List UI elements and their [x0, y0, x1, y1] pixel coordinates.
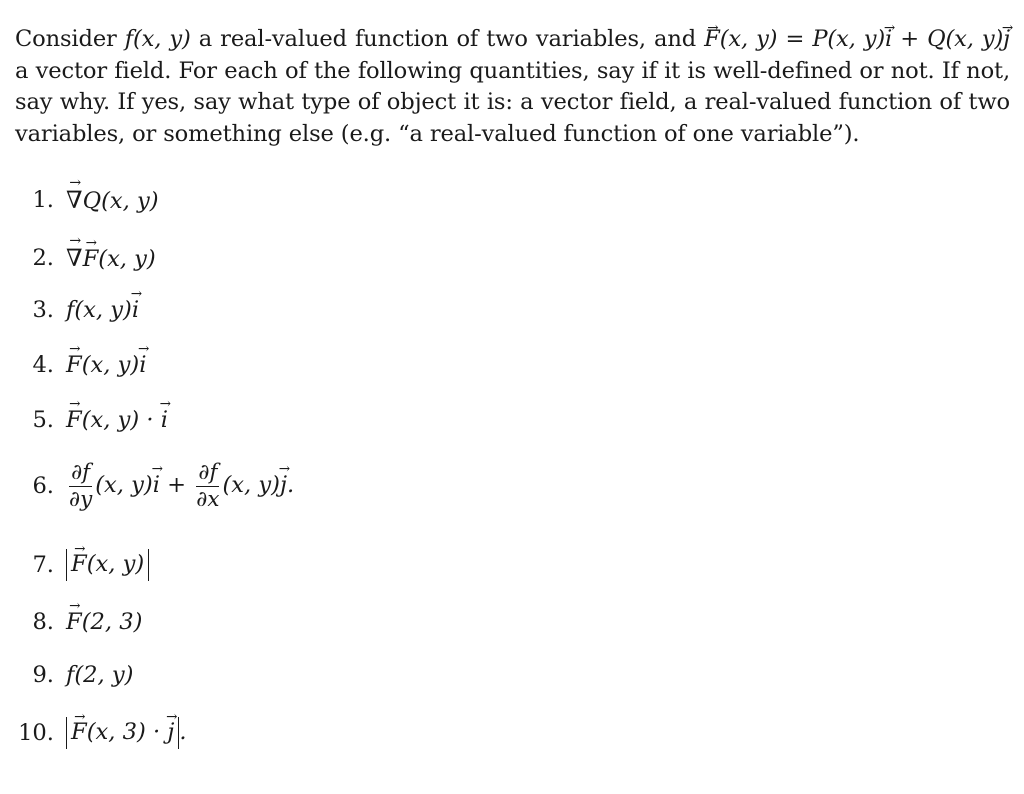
list-item-5	[0, 400, 168, 440]
plus-sign: +	[159, 472, 194, 498]
expr-text: (x, y) ·	[81, 407, 161, 433]
list-item-8	[0, 602, 142, 642]
item-number: 10.	[18, 720, 54, 746]
absolute-value	[66, 549, 149, 580]
f-function: f(x, y)	[124, 26, 191, 52]
vector-F: → F	[66, 407, 82, 433]
expr-text: (x, y)	[98, 246, 156, 272]
vector-F: → F	[71, 719, 87, 746]
expr-text: (x, 3) ·	[86, 719, 168, 746]
unit-vector-i: → i	[132, 297, 139, 323]
partial-fraction-y	[67, 461, 94, 511]
item-expression	[66, 352, 146, 378]
unit-vector-j: → j	[1003, 24, 1010, 56]
frac-denominator: ∂x	[196, 486, 220, 512]
list-item-2	[0, 238, 156, 278]
item-expression	[66, 297, 139, 323]
frac-numerator: ∂f	[198, 459, 218, 485]
item-number: 4.	[32, 352, 54, 378]
expr-text: (x, y)	[81, 352, 140, 378]
item-expression	[66, 549, 149, 580]
vector-F: → F	[71, 551, 87, 578]
intro-text-2: a real-valued function of two variables, and	[190, 26, 705, 52]
list-item-6	[0, 455, 294, 517]
item-expression	[66, 609, 142, 635]
unit-vector-i: → i	[161, 407, 168, 433]
item-number: 3.	[32, 297, 54, 323]
F-definition: (x, y) = P(x, y)	[719, 26, 886, 52]
frac-numerator: ∂f	[71, 459, 91, 485]
expr-text: (x, y)	[86, 551, 145, 578]
item-expression	[66, 717, 187, 748]
unit-vector-i: → i	[885, 24, 892, 56]
item-expression	[66, 461, 294, 511]
nabla-icon: → ∇	[66, 186, 83, 214]
vector-F: → F	[704, 24, 720, 56]
intro-text-1: Consider	[15, 26, 125, 52]
expr-text: Q(x, y)	[82, 188, 159, 214]
item-expression	[66, 662, 134, 688]
item-number: 7.	[32, 552, 54, 578]
unit-vector-j: → j	[280, 472, 287, 498]
plus-Q-term: + Q(x, y)	[892, 26, 1004, 52]
expr-end: (x, y)	[222, 472, 280, 498]
list-item-9	[0, 655, 134, 695]
expr-text: f(2, y)	[66, 662, 134, 688]
vector-F: → F	[66, 352, 82, 378]
item-number: 8.	[32, 609, 54, 635]
unit-vector-i: → i	[139, 352, 146, 378]
list-item-7	[0, 545, 149, 585]
partial-fraction-x	[194, 461, 221, 511]
expr-text: f(x, y)	[66, 297, 132, 323]
unit-vector-i: → i	[153, 472, 160, 498]
frac-denominator: ∂y	[69, 486, 93, 512]
list-item-1	[0, 180, 159, 220]
vector-F: → F	[66, 609, 82, 635]
period: .	[179, 719, 187, 746]
item-expression	[66, 244, 156, 272]
item-number: 5.	[32, 407, 54, 433]
nabla-icon: → ∇	[66, 244, 83, 272]
item-number: 6.	[32, 473, 54, 499]
list-item-10	[0, 713, 187, 753]
item-number: 1.	[32, 187, 54, 213]
item-expression	[66, 407, 168, 433]
expr-mid: (x, y)	[95, 472, 153, 498]
expr-text: (2, 3)	[81, 609, 143, 635]
list-item-4	[0, 345, 146, 385]
intro-text-3: a vector field. For each of the following quantities, say if it is well-defined or not. If not, say why. If yes, say what type of object it is: a vector field, a real-valued function of two variables, or something else (e.g. “a real-valued function of one variable”).	[15, 57, 1010, 147]
item-number: 9.	[32, 662, 54, 688]
item-expression	[66, 186, 159, 214]
item-number: 2.	[32, 245, 54, 271]
absolute-value	[66, 717, 179, 748]
problem-statement	[15, 24, 1010, 150]
vector-F: → F	[83, 246, 99, 272]
list-item-3	[0, 290, 139, 330]
unit-vector-j: → j	[167, 719, 174, 746]
period: .	[287, 472, 295, 498]
